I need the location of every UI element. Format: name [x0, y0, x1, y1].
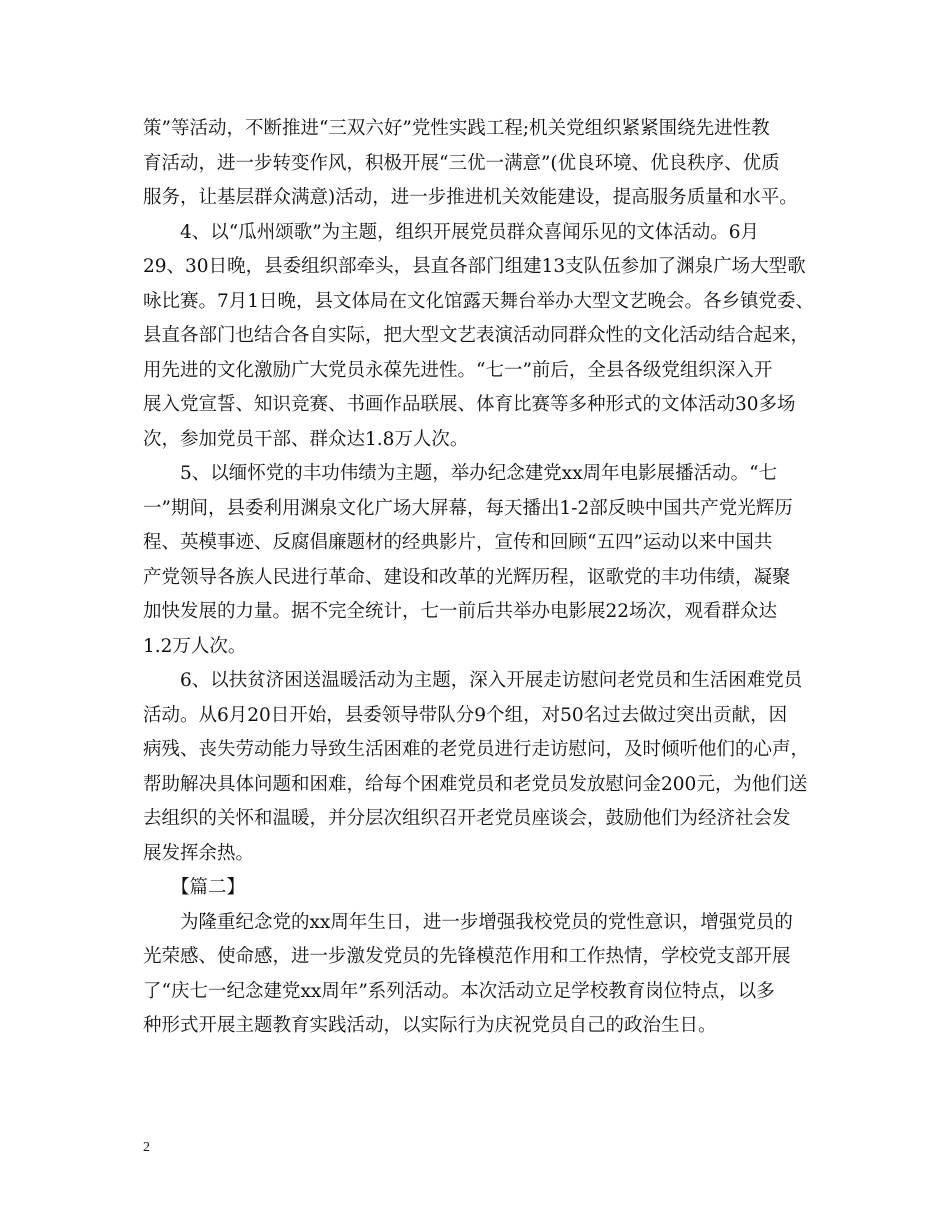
- text-line: 程、英模事迹、反腐倡廉题材的经典影片，宣传和回顾“五四”运动以来中国共: [143, 532, 773, 553]
- document-body: [143, 112, 813, 1044]
- text-line: 县直各部门也结合各自实际，把大型文艺表演活动同群众性的文化活动结合起来，: [143, 325, 810, 346]
- page-number: 2: [143, 1140, 150, 1155]
- text-line: 展发挥余热。: [143, 842, 255, 864]
- text-line: 策”等活动，不断推进“三双六好”党性实践工程;机关党组织紧紧围绕先进性教: [143, 118, 770, 139]
- text-line: 4、以“瓜州颂歌”为主题，组织开展党员群众喜闻乐见的文体活动。6月: [180, 221, 759, 243]
- text-line: 活动。从6月20日开始，县委领导带队分9个组，对50名过去做过突出贡献，因: [143, 704, 788, 726]
- text-line: 一”期间，县委利用渊泉文化广场大屏幕，每天播出1-2部反映中国共产党光辉历: [143, 497, 793, 519]
- text-line: 咏比赛。7月1日晚，县文体局在文化馆露天舞台举办大型文艺晚会。各乡镇党委、: [143, 290, 815, 312]
- text-line: 去组织的关怀和温暖，并分层次组织召开老党员座谈会，鼓励他们为经济社会发: [143, 808, 791, 829]
- text-line: 次，参加党员干部、群众达1.8万人次。: [143, 428, 469, 450]
- text-line: 加快发展的力量。据不完全统计，七一前后共举办电影展22场次，观看群众达: [143, 601, 778, 622]
- text-line: 6、以扶贫济困送温暖活动为主题，深入开展走访慰问老党员和生活困难党员: [180, 670, 803, 691]
- text-line: 帮助解决具体问题和困难，给每个困难党员和老党员发放慰问金200元，为他们送: [143, 773, 808, 795]
- text-line: 了“庆七一纪念建党xx周年”系列活动。本次活动立足学校教育岗位特点，以多: [143, 980, 775, 1002]
- text-line: 用先进的文化激励广大党员永葆先进性。“七一”前后，全县各级党组织深入开: [143, 359, 773, 381]
- text-line: 产党领导各族人民进行革命、建设和改革的光辉历程，讴歌党的丰功伟绩，凝聚: [143, 566, 791, 588]
- text-line: 为隆重纪念党的xx周年生日，进一步增强我校党员的党性意识，增强党员的: [180, 911, 793, 933]
- paragraph-item-5: [143, 457, 813, 664]
- paragraph-section-two-intro: [143, 906, 813, 1044]
- text-line: 29、30日晚，县委组织部牵头，县直各部门组建13支队伍参加了渊泉广场大型歌: [143, 256, 806, 277]
- paragraph-item-4: [143, 216, 813, 458]
- section-heading-text: 【篇二】: [171, 877, 246, 898]
- text-line: 展入党宣誓、知识竞赛、书画作品联展、体育比赛等多种形式的文体活动30多场: [143, 394, 796, 415]
- text-line: 种形式开展主题教育实践活动，以实际行为庆祝党员自己的政治生日。: [143, 1015, 717, 1036]
- text-line: 育活动，进一步转变作风，积极开展“三优一满意”(优良环境、优良秩序、优质: [143, 152, 780, 174]
- text-line: 光荣感、使命感，进一步激发党员的先锋模范作用和工作热情，学校党支部开展: [143, 946, 791, 967]
- text-line: 病残、丧失劳动能力导致生活困难的老党员进行走访慰问，及时倾听他们的心声，: [143, 739, 810, 760]
- text-line: 1.2万人次。: [143, 635, 247, 657]
- text-line: 服务，让基层群众满意)活动，进一步推进机关效能建设，提高服务质量和水平。: [143, 187, 798, 208]
- paragraph-item-6: [143, 664, 813, 871]
- paragraph-continuation: [143, 112, 813, 216]
- text-line: 5、以缅怀党的丰功伟绩为主题，举办纪念建党xx周年电影展播活动。“七: [180, 463, 778, 484]
- section-heading: [143, 871, 813, 906]
